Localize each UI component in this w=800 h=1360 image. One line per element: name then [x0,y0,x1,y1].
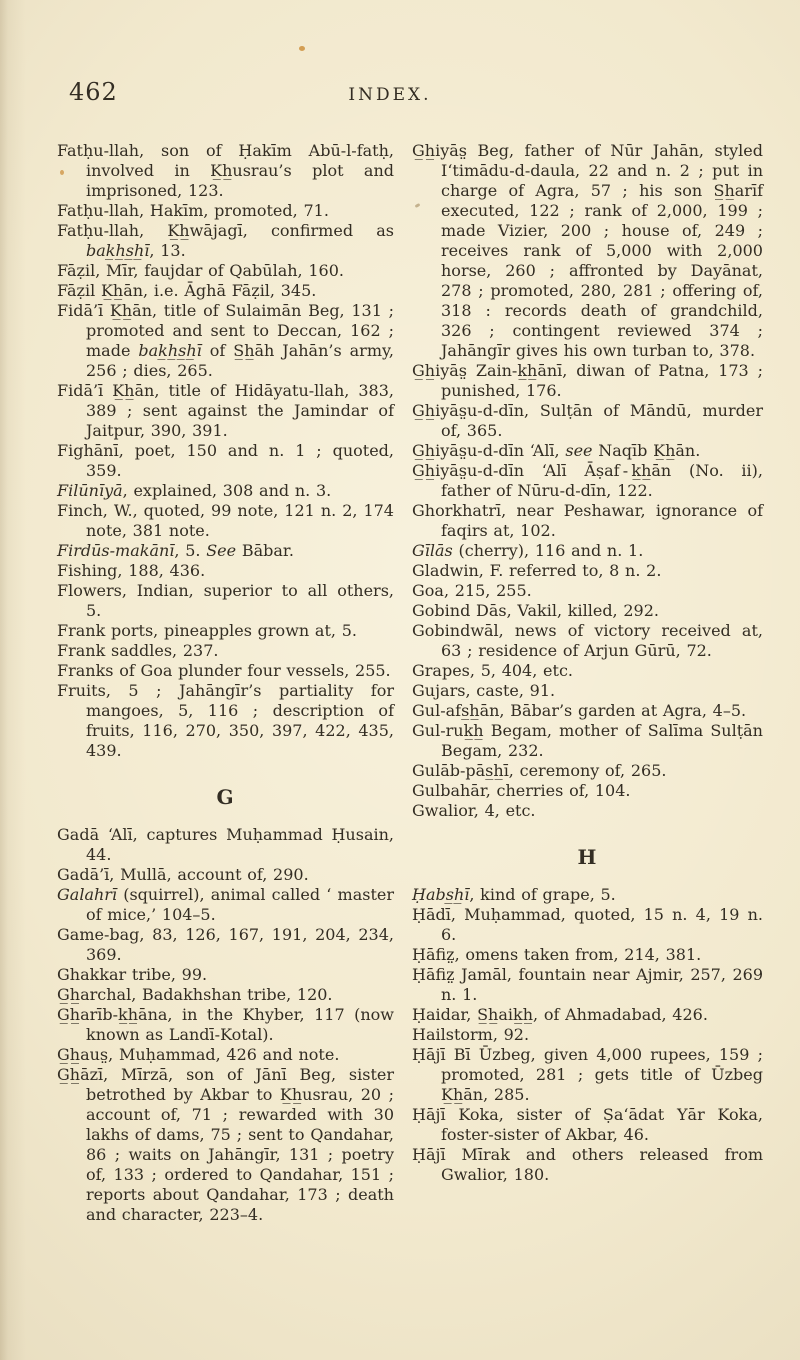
index-entry [412,1025,763,1045]
index-entry [412,801,763,821]
index-entry [57,561,394,581]
entry-text: Fāẓil K̲h̲ān, i.e. Āghā Fāẓil, 345. [57,281,317,300]
index-entry [57,141,394,201]
entry-text: G̲h̲iyās̤ Beg, father of Nūr Jahān, styled I‘timādu-d-daula, 22 and n. 2 ; put in charge of Agra, 57 ; his son S̲h̲arīf executed, 122 ; rank of 2,000, 199 ; made Vizier, 200 ; house of, 249 ; receives rank of 5,000 with 2,000 horse, 260 ; affronted by Dayānat, 278 ; promoted, 280, 281 ; offering of, 318 : records death of grandchild, 326 ; contingent reviewed 374 ; Jahāngīr gives his own turban to, 378. [412,141,763,360]
entry-text: Ḥājī Mīrak and others released from Gwalior, 180. [412,1145,763,1184]
entry-text: of S̲h̲āh Jahān’s army, 256 ; dies, 265. [86,341,394,380]
index-column-right [412,141,763,1225]
entry-text-italic: Galahrī [57,885,118,904]
section-heading-g: G [216,785,235,809]
entry-text-italic: bak̲h̲s̲h̲ī [86,241,150,260]
index-entry [57,381,394,441]
index-entry [412,681,763,701]
index-entry [412,965,763,1005]
entry-text: Ḥājī Bī Ūzbeg, given 4,000 rupees, 159 ; promoted, 281 ; gets title of Ūzbeg K̲h̲ān, 285. [412,1045,763,1104]
index-entry [412,601,763,621]
entry-text: Game-bag, 83, 126, 167, 191, 204, 234, 369. [57,925,394,964]
index-entry [57,201,394,221]
entry-text: Hailstorm, 92. [412,1025,530,1044]
index-entry [57,965,394,985]
entry-text: Gujars, caste, 91. [412,681,556,700]
index-entry [57,221,394,261]
index-entry [57,541,394,561]
entry-text: Fruits, 5 ; Jahāngīr’s partiality for mangoes, 5, 116 ; description of fruits, 116, 270, 350, 397, 422, 435, 439. [57,681,394,760]
page-number: 462 [69,78,118,106]
entry-text: G̲h̲iyās̤u-d-dīn, Sulṭān of Māndū, murder of, 365. [412,401,763,440]
index-column-left [57,141,394,1225]
index-entry [57,865,394,885]
entry-text: Fishing, 188, 436. [57,561,206,580]
index-entry [412,1005,763,1025]
entry-text-italic: Firdūs-makānī [57,541,175,560]
entry-text: Gul-afs̲h̲ān, Bābar’s garden at Agra, 4–5. [412,701,747,720]
index-entry [57,621,394,641]
index-entry [57,501,394,541]
entry-text: , explained, 308 and n. 3. [122,481,332,500]
entry-text: Gobindwāl, news of victory received at, 63 ; residence of Arjun Gūrū, 72. [412,621,763,660]
entry-text-italic: Ḥabs̲h̲ī [412,885,470,904]
entry-text: Frank saddles, 237. [57,641,219,660]
entry-text-italic: Filūnīyā [57,481,123,500]
index-entry [57,481,394,501]
entry-text: Ḥaidar, S̲h̲aik̲h̲, of Ahmadabad, 426. [412,1005,708,1024]
index-entry [57,681,394,761]
entry-text: Bābar. [236,541,294,560]
entry-text: Gulāb-pās̲h̲ī, ceremony of, 265. [412,761,667,780]
index-entry [412,501,763,541]
index-entry [412,721,763,761]
entry-text: (squirrel), animal called ‘ master of mice,’ 104–5. [86,885,394,924]
entry-text: Grapes, 5, 404, etc. [412,661,573,680]
index-entry [57,1045,394,1065]
index-entry [57,661,394,681]
index-entry [412,1105,763,1145]
entry-text: Gadā ‘Alī, captures Muḥammad Ḥusain, 44. [57,825,394,864]
entry-text: Gwalior, 4, etc. [412,801,536,820]
entry-text: (cherry), 116 and n. 1. [452,541,644,560]
index-entry [412,401,763,441]
index-columns [57,141,763,1225]
index-entry [412,541,763,561]
index-entry [412,361,763,401]
entry-text: Ḥādī, Muḥammad, quoted, 15 n. 4, 19 n. 6. [412,905,763,944]
entry-text: Ḥājī Koka, sister of Ṣa‘ādat Yār Koka, foster-sister of Akbar, 46. [412,1105,763,1144]
entry-text: , 13. [149,241,186,260]
section-heading-h: H [577,845,598,869]
entry-text: G̲h̲aus̤, Muḥammad, 426 and note. [57,1045,340,1064]
index-entry [57,641,394,661]
entry-text: Ḥāfiz̤, omens taken from, 214, 381. [412,945,702,964]
index-entry [412,141,763,361]
entry-text: Ghakkar tribe, 99. [57,965,208,984]
index-entry [412,761,763,781]
index-entry [57,925,394,965]
index-entry [57,261,394,281]
index-entry [412,441,763,461]
entry-text: G̲h̲āzī, Mīrzā, son of Jānī Beg, sister betrothed by Akbar to K̲h̲usrau, 20 ; account of, 71 ; rewarded with 30 lakhs of dams, 75 ; sent to Qandahar, 86 ; waits on Jahāngīr, 131 ; poetry of, 133 ; ordered to Qandahar, 151 ; reports about Qandahar, 173 ; death and character, 223–4. [57,1065,394,1224]
entry-text: Fatḥu-llah, son of Ḥakīm Abū-l-fatḥ, involved in K̲h̲usrau’s plot and imprisoned, 123. [57,141,394,200]
entry-text: Goa, 215, 255. [412,581,532,600]
entry-text: Gladwin, F. referred to, 8 n. 2. [412,561,662,580]
entry-text: Frank ports, pineapples grown at, 5. [57,621,357,640]
entry-text: Fatḥu-llah, Hakīm, promoted, 71. [57,201,329,220]
index-entry [412,781,763,801]
index-entry [57,885,394,925]
index-entry [412,561,763,581]
index-entry [57,301,394,381]
page-title: INDEX. [348,85,432,105]
paper-speck [299,46,305,51]
entry-text: Fāẓil, Mīr, faujdar of Qabūlah, 160. [57,261,344,280]
entry-text: Ghorkhatrī, near Peshawar, ignorance of faqirs at, 102. [412,501,763,540]
index-entry [57,581,394,621]
entry-text: Naqīb K̲h̲ān. [592,441,701,460]
entry-text: G̲h̲arīb-k̲h̲āna, in the Khyber, 117 (now known as Landī-Kotal). [57,1005,394,1044]
index-entry [57,825,394,865]
entry-text: Gadā’ī, Mullā, account of, 290. [57,865,309,884]
entry-text: G̲h̲iyās̤ Zain-k̲h̲ānī, diwan of Patna, 173 ; punished, 176. [412,361,763,400]
index-entry [57,441,394,481]
index-entry [412,945,763,965]
entry-text: Fidā’ī K̲h̲ān, title of Sulaimān Beg, 131 ; promoted and sent to Deccan, 162 ; made [57,301,394,360]
entry-text: Gulbahār, cherries of, 104. [412,781,631,800]
entry-text: Ḥāfiz̤ Jamāl, fountain near Ajmir, 257, 269 n. 1. [412,965,763,1004]
entry-text: Finch, W., quoted, 99 note, 121 n. 2, 174 note, 381 note. [57,501,394,540]
entry-text-italic: bak̲h̲s̲h̲ī [138,341,202,360]
index-entry [412,1145,763,1185]
index-entry [57,985,394,1005]
index-entry [412,885,763,905]
index-entry [57,281,394,301]
entry-text: G̲h̲iyās̤u-d-dīn ‘Alī, [412,441,566,460]
entry-text: , kind of grape, 5. [469,885,616,904]
index-entry [412,581,763,601]
entry-text: Fidā’ī K̲h̲ān, title of Hidāyatu-llah, 383, 389 ; sent against the Jamindar of Jaitpur, 390, 391. [57,381,394,440]
index-entry [412,701,763,721]
entry-text: , 5. [174,541,207,560]
entry-text-italic: see [565,441,593,460]
entry-text: G̲h̲iyās̤u-d-dīn ‘Alī Āṣaf - k̲h̲ān (No. ii), father of Nūru-d-dīn, 122. [412,461,763,500]
index-entry [412,461,763,501]
entry-text: Fighānī, poet, 150 and n. 1 ; quoted, 359. [57,441,394,480]
entry-text: Gul-ruk̲h̲ Begam, mother of Salīma Sulṭān Begam, 232. [412,721,763,760]
entry-text: Fatḥu-llah, K̲h̲wājagī, confirmed as [57,221,394,240]
entry-text: G̲h̲archal, Badakhshan tribe, 120. [57,985,333,1004]
index-entry [412,621,763,661]
index-entry [412,1045,763,1105]
index-entry [412,905,763,945]
entry-text-italic: See [206,541,237,560]
index-entry [57,1065,394,1225]
entry-text: Flowers, Indian, superior to all others, 5. [57,581,394,620]
index-entry [412,661,763,681]
entry-text-italic: Gīlās [412,541,453,560]
index-entry [57,1005,394,1045]
entry-text: Gobind Dās, Vakil, killed, 292. [412,601,659,620]
entry-text: Franks of Goa plunder four vessels, 255. [57,661,391,680]
